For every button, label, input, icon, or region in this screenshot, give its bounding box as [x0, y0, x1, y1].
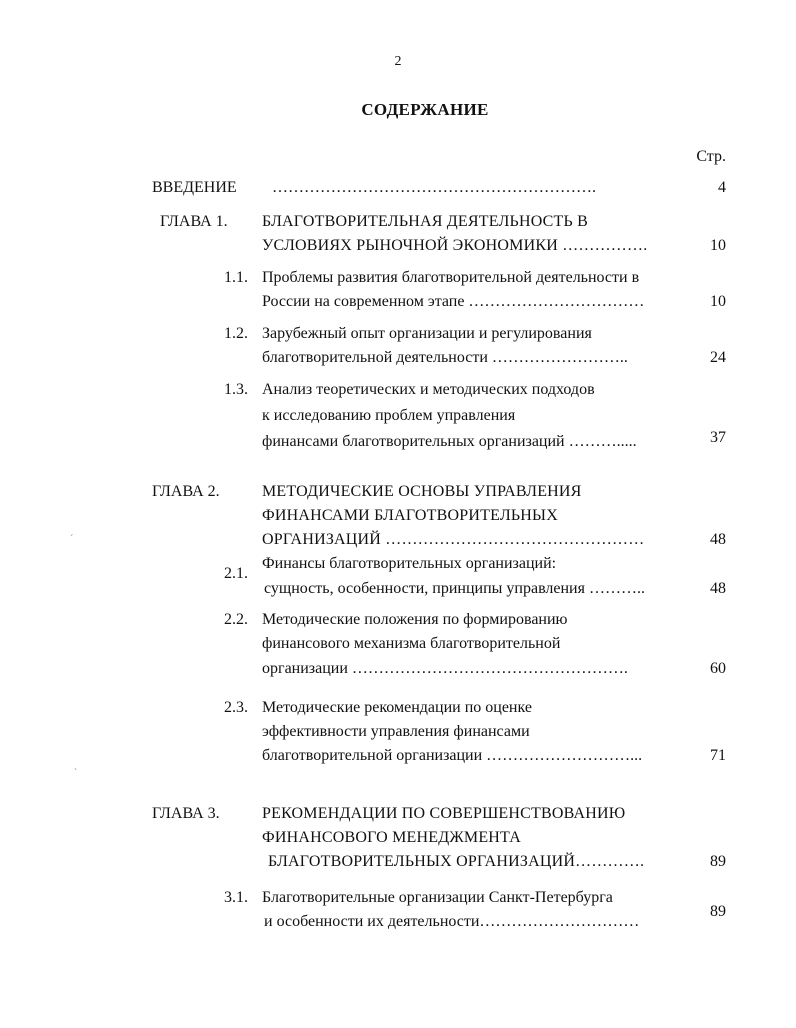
section-2-3-line1: Методические рекомендации по оценке [262, 699, 532, 716]
section-1-2-line2: благотворительной деятельности …………………….. [262, 349, 628, 366]
chapter3-title-line3: БЛАГОТВОРИТЕЛЬНЫХ ОРГАНИЗАЦИЙ…………. [268, 853, 645, 870]
page-column-label: Стр. [696, 148, 726, 165]
scan-artifact-mark: ´ [70, 534, 74, 545]
section-2-3-line3: благотворительной организации ………………………... [262, 747, 643, 764]
chapter1-label: ГЛАВА 1. [160, 213, 228, 230]
section-2-2-page: 60 [710, 660, 726, 677]
chapter1-page: 10 [710, 237, 726, 254]
section-1-3-number: 1.3. [224, 381, 248, 398]
page-number: 2 [394, 54, 402, 69]
section-3-1-line2: и особенности их деятельности………………………… [264, 913, 640, 930]
section-1-2-number: 1.2. [224, 325, 248, 342]
section-1-1-line1: Проблемы развития благотворительной деятельности в [262, 269, 640, 286]
section-2-1-line1: Финансы благотворительных организаций: [262, 555, 557, 572]
chapter2-title-line3: ОРГАНИЗАЦИЙ ………………………………………… [262, 531, 645, 548]
section-2-1-page: 48 [710, 580, 726, 597]
section-1-2-page: 24 [710, 349, 726, 366]
section-1-1-page: 10 [710, 293, 726, 310]
section-2-3-line2: эффективности управления финансами [262, 723, 530, 740]
section-2-3-number: 2.3. [224, 699, 248, 716]
page-title: СОДЕРЖАНИЕ [361, 100, 489, 119]
chapter1-title-line2: УСЛОВИЯХ РЫНОЧНОЙ ЭКОНОМИКИ ……………. [262, 237, 648, 254]
section-1-3-line1: Анализ теоретических и методических подходов [262, 381, 595, 398]
chapter3-title-line1: РЕКОМЕНДАЦИИ ПО СОВЕРШЕНСТВОВАНИЮ [262, 805, 626, 822]
chapter3-page: 89 [710, 853, 726, 870]
chapter1-title-line1: БЛАГОТВОРИТЕЛЬНАЯ ДЕЯТЕЛЬНОСТЬ В [262, 213, 588, 230]
section-1-1-line2: России на современном этапе …………………………… [262, 293, 645, 310]
chapter2-title-line1: МЕТОДИЧЕСКИЕ ОСНОВЫ УПРАВЛЕНИЯ [262, 483, 582, 500]
section-1-1-number: 1.1. [224, 269, 248, 286]
chapter3-title-line2: ФИНАНСОВОГО МЕНЕДЖМЕНТА [262, 829, 521, 846]
section-1-3-page: 37 [710, 429, 726, 446]
section-2-2-line3: организации ……………………………………………. [262, 660, 628, 677]
chapter2-title-line2: ФИНАНСАМИ БЛАГОТВОРИТЕЛЬНЫХ [262, 507, 558, 524]
section-3-1-page: 89 [710, 903, 726, 920]
section-1-3-line3: финансами благотворительных организаций ………..... [262, 433, 637, 450]
section-3-1-line1: Благотворительные организации Санкт-Петербурга [262, 889, 613, 906]
scan-artifact-mark: ` [74, 768, 78, 779]
section-3-1-number: 3.1. [224, 889, 248, 906]
intro-leader: ……………………………………………………. [272, 179, 596, 196]
intro-page: 4 [718, 179, 726, 196]
section-1-3-line2: к исследованию проблем управления [262, 407, 516, 424]
section-2-1-line2: сущность, особенности, принципы управления ……….. [264, 580, 645, 597]
chapter3-label: ГЛАВА 3. [152, 805, 220, 822]
section-2-2-line1: Методические положения по формированию [262, 611, 568, 628]
section-2-1-number: 2.1. [224, 565, 248, 582]
section-2-2-line2: финансового механизма благотворительной [262, 635, 561, 652]
chapter2-label: ГЛАВА 2. [152, 483, 220, 500]
section-1-2-line1: Зарубежный опыт организации и регулирования [262, 325, 592, 342]
section-2-3-page: 71 [710, 747, 726, 764]
section-2-2-number: 2.2. [224, 611, 248, 628]
chapter2-page: 48 [710, 531, 726, 548]
intro-label: ВВЕДЕНИЕ [152, 179, 237, 196]
